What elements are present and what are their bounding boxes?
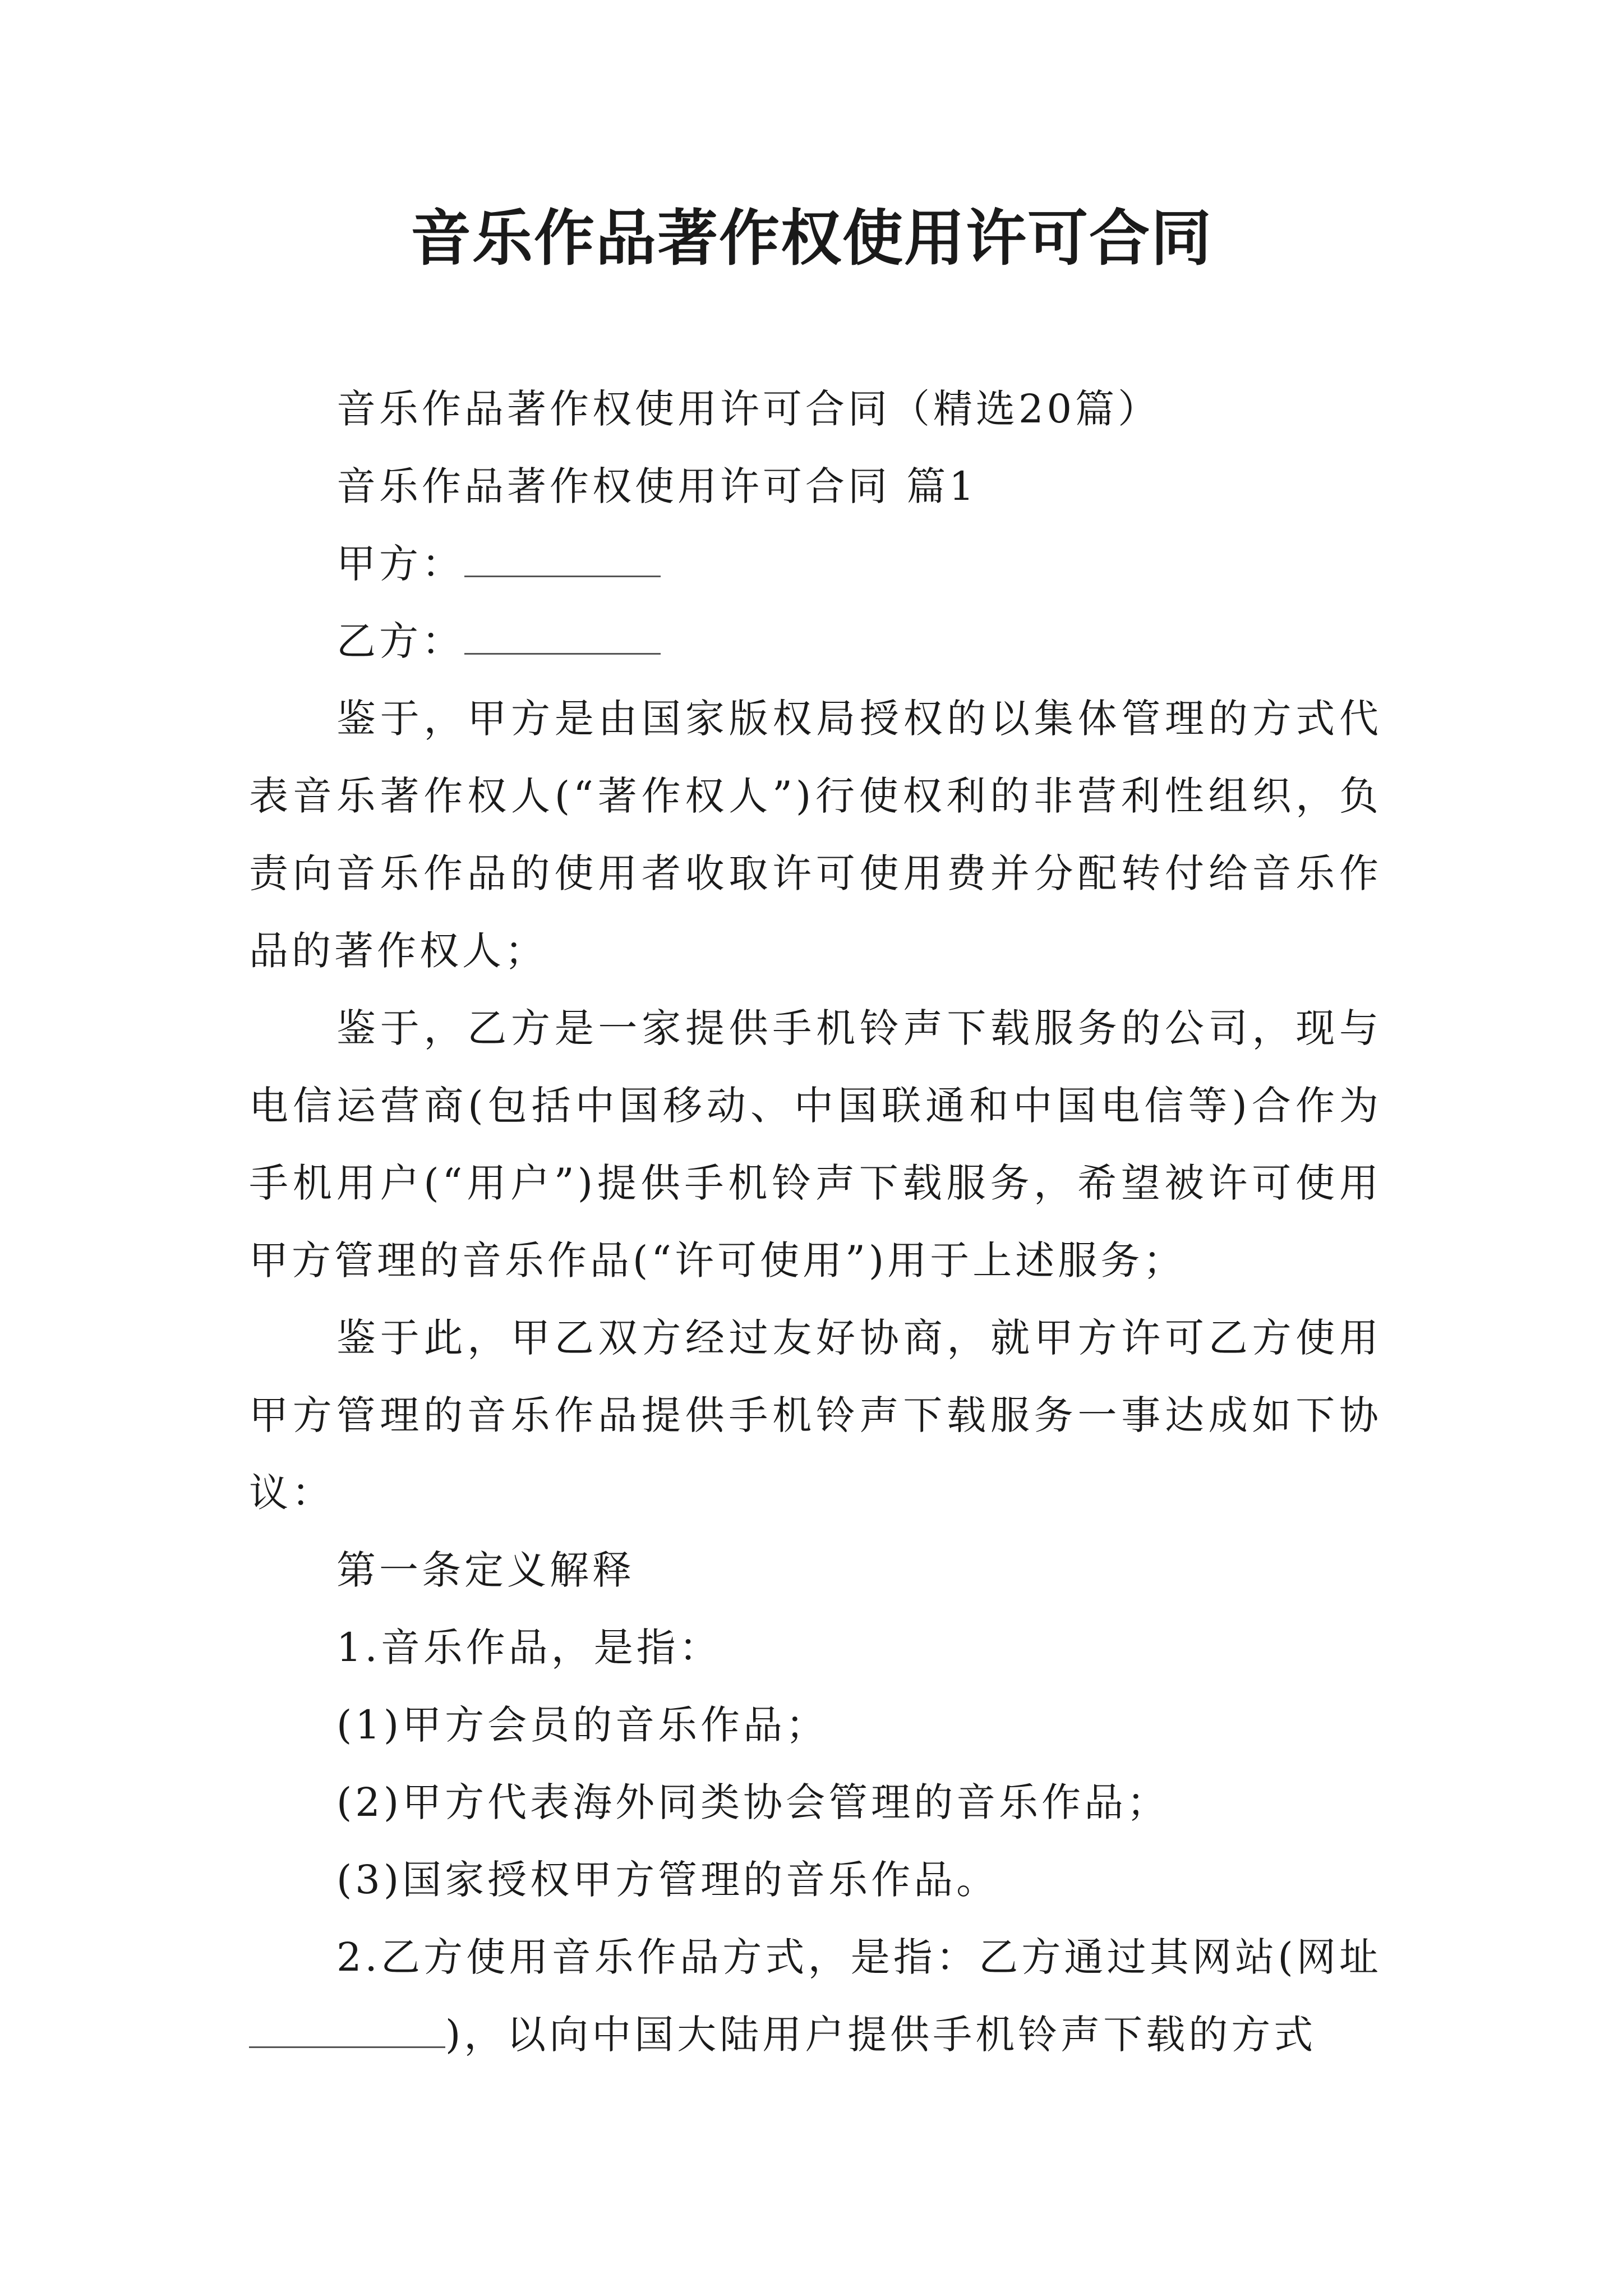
item-1-1: (1)甲方会员的音乐作品； <box>336 1702 829 1748</box>
party-b-blank <box>464 619 661 655</box>
party-b-line <box>249 602 1382 680</box>
whereas-paragraph-3: 鉴于此，甲乙双方经过友好协商，就甲方许可乙方使用甲方管理的音乐作品提供手机铃声下载服务一事达成如下协议： <box>249 1315 1382 1516</box>
subtitle: 音乐作品著作权使用许可合同（精选20篇） <box>336 386 1161 432</box>
party-a-label: 甲方： <box>336 541 464 587</box>
party-a-line <box>249 525 1382 602</box>
document-title: 音乐作品著作权使用许可合同 <box>410 203 1212 274</box>
whereas-paragraph-2: 鉴于，乙方是一家提供手机铃声下载服务的公司，现与电信运营商(包括中国移动、中国联通和中国电信等)合作为手机用户(“用户”)提供手机铃声下载服务，希望被许可使用甲方管理的音乐作品(“许可使用”)用于上述服务； <box>249 1005 1382 1283</box>
item-1-2: (2)甲方代表海外同类协会管理的音乐作品； <box>336 1779 1170 1825</box>
item-1-3: (3)国家授权甲方管理的音乐作品。 <box>336 1857 999 1903</box>
party-b-label: 乙方： <box>336 618 464 664</box>
whereas-paragraph-1: 鉴于，甲方是由国家版权局授权的以集体管理的方式代表音乐著作权人(“著作权人”)行使权利的非营利性组织，负责向音乐作品的使用者收取许可使用费并分配转付给音乐作品的著作权人； <box>249 696 1382 974</box>
item-2 <box>249 1918 1382 2073</box>
party-a-blank <box>464 542 661 577</box>
item-1: 1.音乐作品，是指： <box>336 1625 722 1671</box>
item-2-start: 2.乙方使用音乐作品方式，是指：乙方通过其网站(网址 <box>336 1934 1382 1980</box>
chapter-heading: 音乐作品著作权使用许可合同 篇1 <box>336 463 978 509</box>
url-blank <box>249 2013 445 2048</box>
article-1-heading: 第一条定义解释 <box>336 1547 635 1593</box>
document-body <box>249 370 1382 2073</box>
item-2-end: )，以向中国大陆用户提供手机铃声下载的方式 <box>445 2012 1317 2058</box>
